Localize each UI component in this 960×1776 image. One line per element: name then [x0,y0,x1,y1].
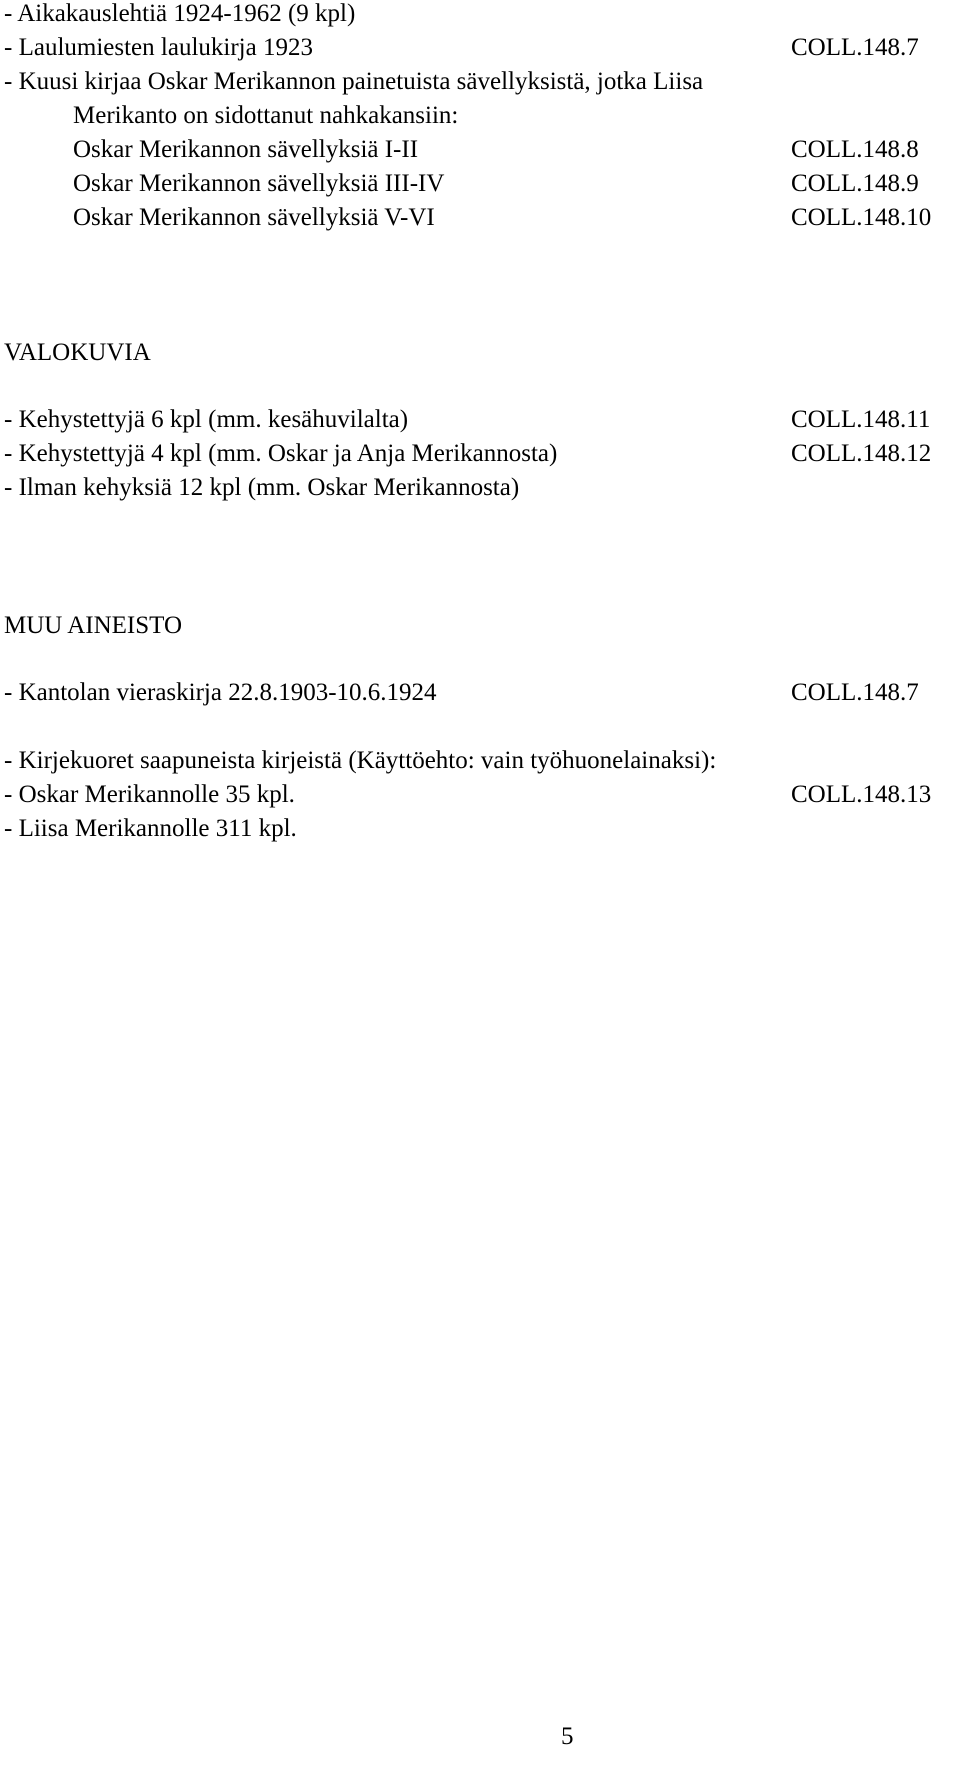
entry-text: Merikanto on sidottanut nahkakansiin: [73,102,459,129]
entry-kuusi-kirjaa [4,65,954,99]
entry-kirjekuoret [4,744,954,778]
entry-text: - Ilman kehyksiä 12 kpl (mm. Oskar Merikannosta) [4,474,520,501]
entry-laulumiesten-laulukirja [4,31,954,65]
entry-text: Oskar Merikannon sävellyksiä V-VI [73,204,435,231]
entry-savellyksia-3-4 [4,167,954,201]
entry-ilman-kehyksia [4,471,954,505]
entry-text: - Kuusi kirjaa Oskar Merikannon painetuista sävellyksistä, jotka Liisa [4,68,704,95]
entry-text: Oskar Merikannon sävellyksiä III-IV [73,170,445,197]
collection-code: COLL.148.8 [791,136,919,163]
entry-text: - Kehystettyjä 4 kpl (mm. Oskar ja Anja Merikannosta) [4,440,558,467]
entry-kehystettyja-4 [4,437,954,471]
entry-text: - Liisa Merikannolle 311 kpl. [4,815,297,842]
collection-code: COLL.148.7 [791,679,919,706]
entry-text: - Oskar Merikannolle 35 kpl. [4,781,295,808]
collection-code: COLL.148.13 [791,781,932,808]
collection-code: COLL.148.10 [791,204,932,231]
collection-code: COLL.148.12 [791,440,932,467]
entry-text: - Kantolan vieraskirja 22.8.1903-10.6.1924 [4,679,437,706]
entry-aikakauslehtia [4,0,954,31]
entry-text: - Laulumiesten laulukirja 1923 [4,34,313,61]
section-heading-muu-aineisto: MUU AINEISTO [4,612,183,639]
entry-text: - Kehystettyjä 6 kpl (mm. kesähuvilalta) [4,406,409,433]
section-heading-valokuvia: VALOKUVIA [4,339,151,366]
entry-savellyksia-1-2 [4,133,954,167]
collection-code: COLL.148.9 [791,170,919,197]
collection-code: COLL.148.7 [791,34,919,61]
entry-kehystettyja-6 [4,403,954,437]
entry-kuusi-kirjaa-cont [4,99,954,133]
collection-code: COLL.148.11 [791,406,931,433]
entry-text: - Kirjekuoret saapuneista kirjeistä (Käyttöehto: vain työhuonelainaksi): [4,747,717,774]
entry-kantolan-vieraskirja [4,676,954,710]
entry-text: Oskar Merikannon sävellyksiä I-II [73,136,419,163]
entry-savellyksia-5-6 [4,201,954,235]
entry-liisa-merikannolle [4,812,954,846]
page-number: 5 [561,1723,574,1750]
entry-oskar-merikannolle [4,778,954,812]
entry-text: - Aikakauslehtiä 1924-1962 (9 kpl) [4,0,356,27]
